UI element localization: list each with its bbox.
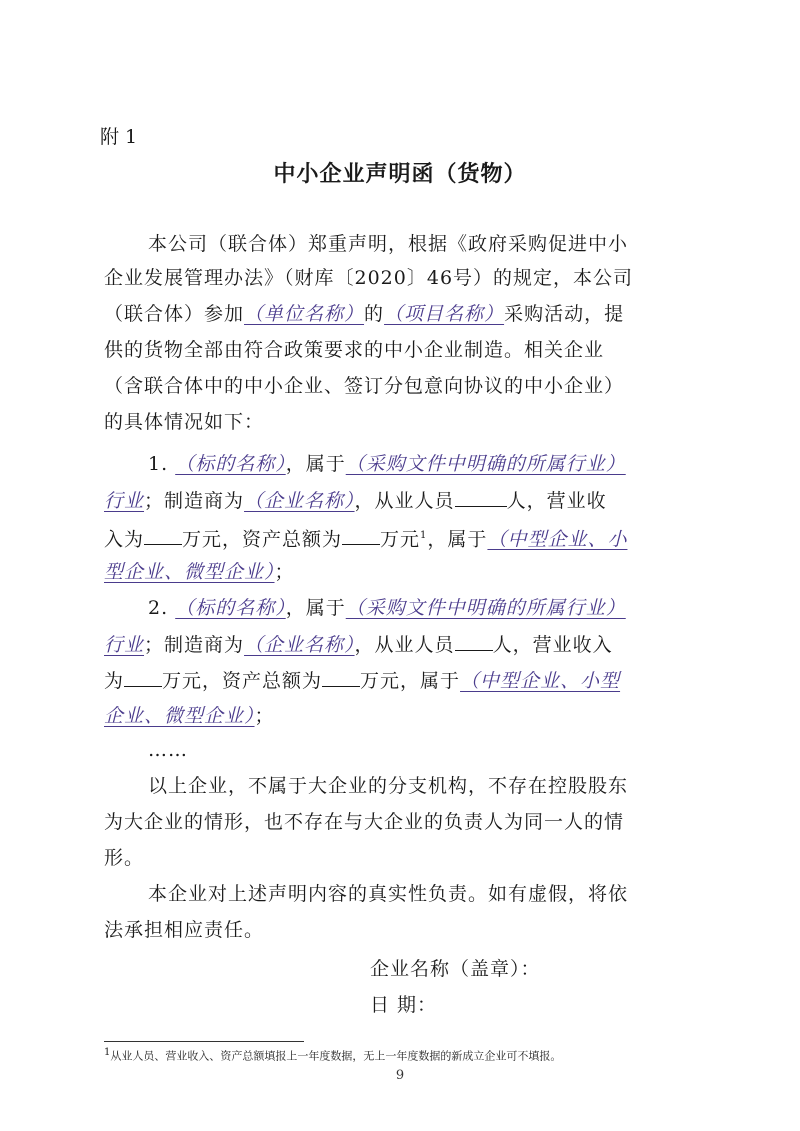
item-text: ； bbox=[254, 705, 275, 727]
item-text: 万元，资产总额为 bbox=[162, 670, 323, 692]
intro-line-5: （含联合体中的中小企业、签订分包意向协议的中小企业） bbox=[104, 375, 625, 397]
assets-blank bbox=[342, 526, 380, 545]
item-1-line-2 bbox=[104, 488, 607, 513]
industry-field: （采购文件中明确的所属行业） bbox=[345, 453, 626, 475]
item-text: ，从业人员 bbox=[354, 490, 455, 512]
item-2-line-3 bbox=[104, 668, 620, 693]
revenue-blank bbox=[144, 526, 182, 545]
statement-line-3: 形。 bbox=[104, 847, 145, 869]
subject-name-field: （标的名称） bbox=[175, 597, 286, 619]
item-1-line-1 bbox=[148, 452, 626, 476]
industry-field-tail: 行业 bbox=[104, 634, 145, 656]
statement-line-1: 以上企业，不属于大企业的分支机构，不存在控股股东 bbox=[148, 775, 629, 797]
statement-line-2: 为大企业的情形，也不存在与大企业的负责人为同一人的情 bbox=[104, 811, 625, 833]
enterprise-size-field: （中型企业、小型 bbox=[460, 670, 621, 692]
enterprise-size-field-tail: 企业、微型企业） bbox=[104, 705, 255, 727]
intro-text: 采购活动，提 bbox=[504, 303, 625, 325]
unit-name-field: （单位名称） bbox=[244, 303, 365, 325]
item-text: ，属于 bbox=[427, 528, 488, 551]
footnote-text: 从业人员、营业收入、资产总额填报上一年度数据，无上一年度数据的新成立企业可不填报。 bbox=[110, 1049, 562, 1063]
project-name-field: （项目名称） bbox=[384, 303, 505, 325]
enterprise-size-field: （中型企业、小 bbox=[487, 528, 628, 551]
ellipsis: …… bbox=[148, 739, 188, 761]
page-number: 9 bbox=[395, 1068, 405, 1083]
staff-count-blank bbox=[455, 488, 507, 507]
intro-line-4: 供的货物全部由符合政策要求的中小企业制造。相关企业 bbox=[104, 339, 605, 361]
item-text: 入为 bbox=[104, 528, 145, 551]
item-1-line-4 bbox=[104, 560, 295, 584]
item-text: ；制造商为 bbox=[144, 490, 245, 512]
intro-text: 的 bbox=[364, 303, 385, 325]
item-number: 1. bbox=[148, 453, 169, 475]
item-text: 万元，资产总额为 bbox=[182, 528, 343, 551]
item-text: 为 bbox=[104, 670, 125, 692]
item-text: 人，营业收 bbox=[506, 490, 607, 512]
industry-field: （采购文件中明确的所属行业） bbox=[345, 597, 626, 619]
intro-line-6: 的具体情况如下： bbox=[104, 411, 265, 433]
annex-label: 附 1 bbox=[100, 126, 138, 148]
staff-count-blank bbox=[455, 632, 493, 651]
item-1-line-3 bbox=[104, 524, 627, 551]
footnote bbox=[104, 1047, 561, 1064]
intro-line-3 bbox=[104, 302, 624, 326]
manufacturer-field: （企业名称） bbox=[244, 634, 355, 656]
item-2-line-1 bbox=[148, 596, 626, 620]
enterprise-size-field-tail: 型企业、微型企业） bbox=[104, 561, 275, 583]
assets-blank bbox=[322, 668, 360, 687]
item-text: ； bbox=[274, 561, 295, 583]
item-text: ；制造商为 bbox=[144, 634, 245, 656]
intro-line-2: 企业发展管理办法》（财库〔2020〕46号）的规定，本公司 bbox=[104, 267, 634, 289]
item-2-line-2 bbox=[104, 632, 613, 657]
footnote-divider bbox=[104, 1041, 304, 1042]
company-seal-label: 企业名称（盖章）： bbox=[370, 958, 541, 980]
item-text: 万元 bbox=[380, 528, 421, 551]
intro-line-1: 本公司（联合体）郑重声明，根据《政府采购促进中小 bbox=[148, 233, 629, 255]
page-title: 中小企业声明函（货物） bbox=[273, 161, 527, 187]
item-text: 人，营业收入 bbox=[492, 634, 613, 656]
industry-field-tail: 行业 bbox=[104, 490, 145, 512]
footnote-mark: 1 bbox=[104, 1047, 111, 1058]
item-text: 万元，属于 bbox=[360, 670, 461, 692]
item-text: ，属于 bbox=[285, 597, 346, 619]
item-2-line-4 bbox=[104, 704, 275, 728]
subject-name-field: （标的名称） bbox=[175, 453, 286, 475]
footnote-mark: 1 bbox=[420, 530, 428, 541]
item-text: ，属于 bbox=[285, 453, 346, 475]
date-label: 日 期： bbox=[370, 994, 438, 1016]
item-text: ，从业人员 bbox=[354, 634, 455, 656]
responsibility-line-1: 本企业对上述声明内容的真实性负责。如有虚假，将依 bbox=[148, 883, 629, 905]
item-number: 2. bbox=[148, 597, 169, 619]
manufacturer-field: （企业名称） bbox=[244, 490, 355, 512]
responsibility-line-2: 法承担相应责任。 bbox=[104, 919, 265, 941]
revenue-blank bbox=[124, 668, 162, 687]
intro-text: （联合体）参加 bbox=[104, 303, 245, 325]
